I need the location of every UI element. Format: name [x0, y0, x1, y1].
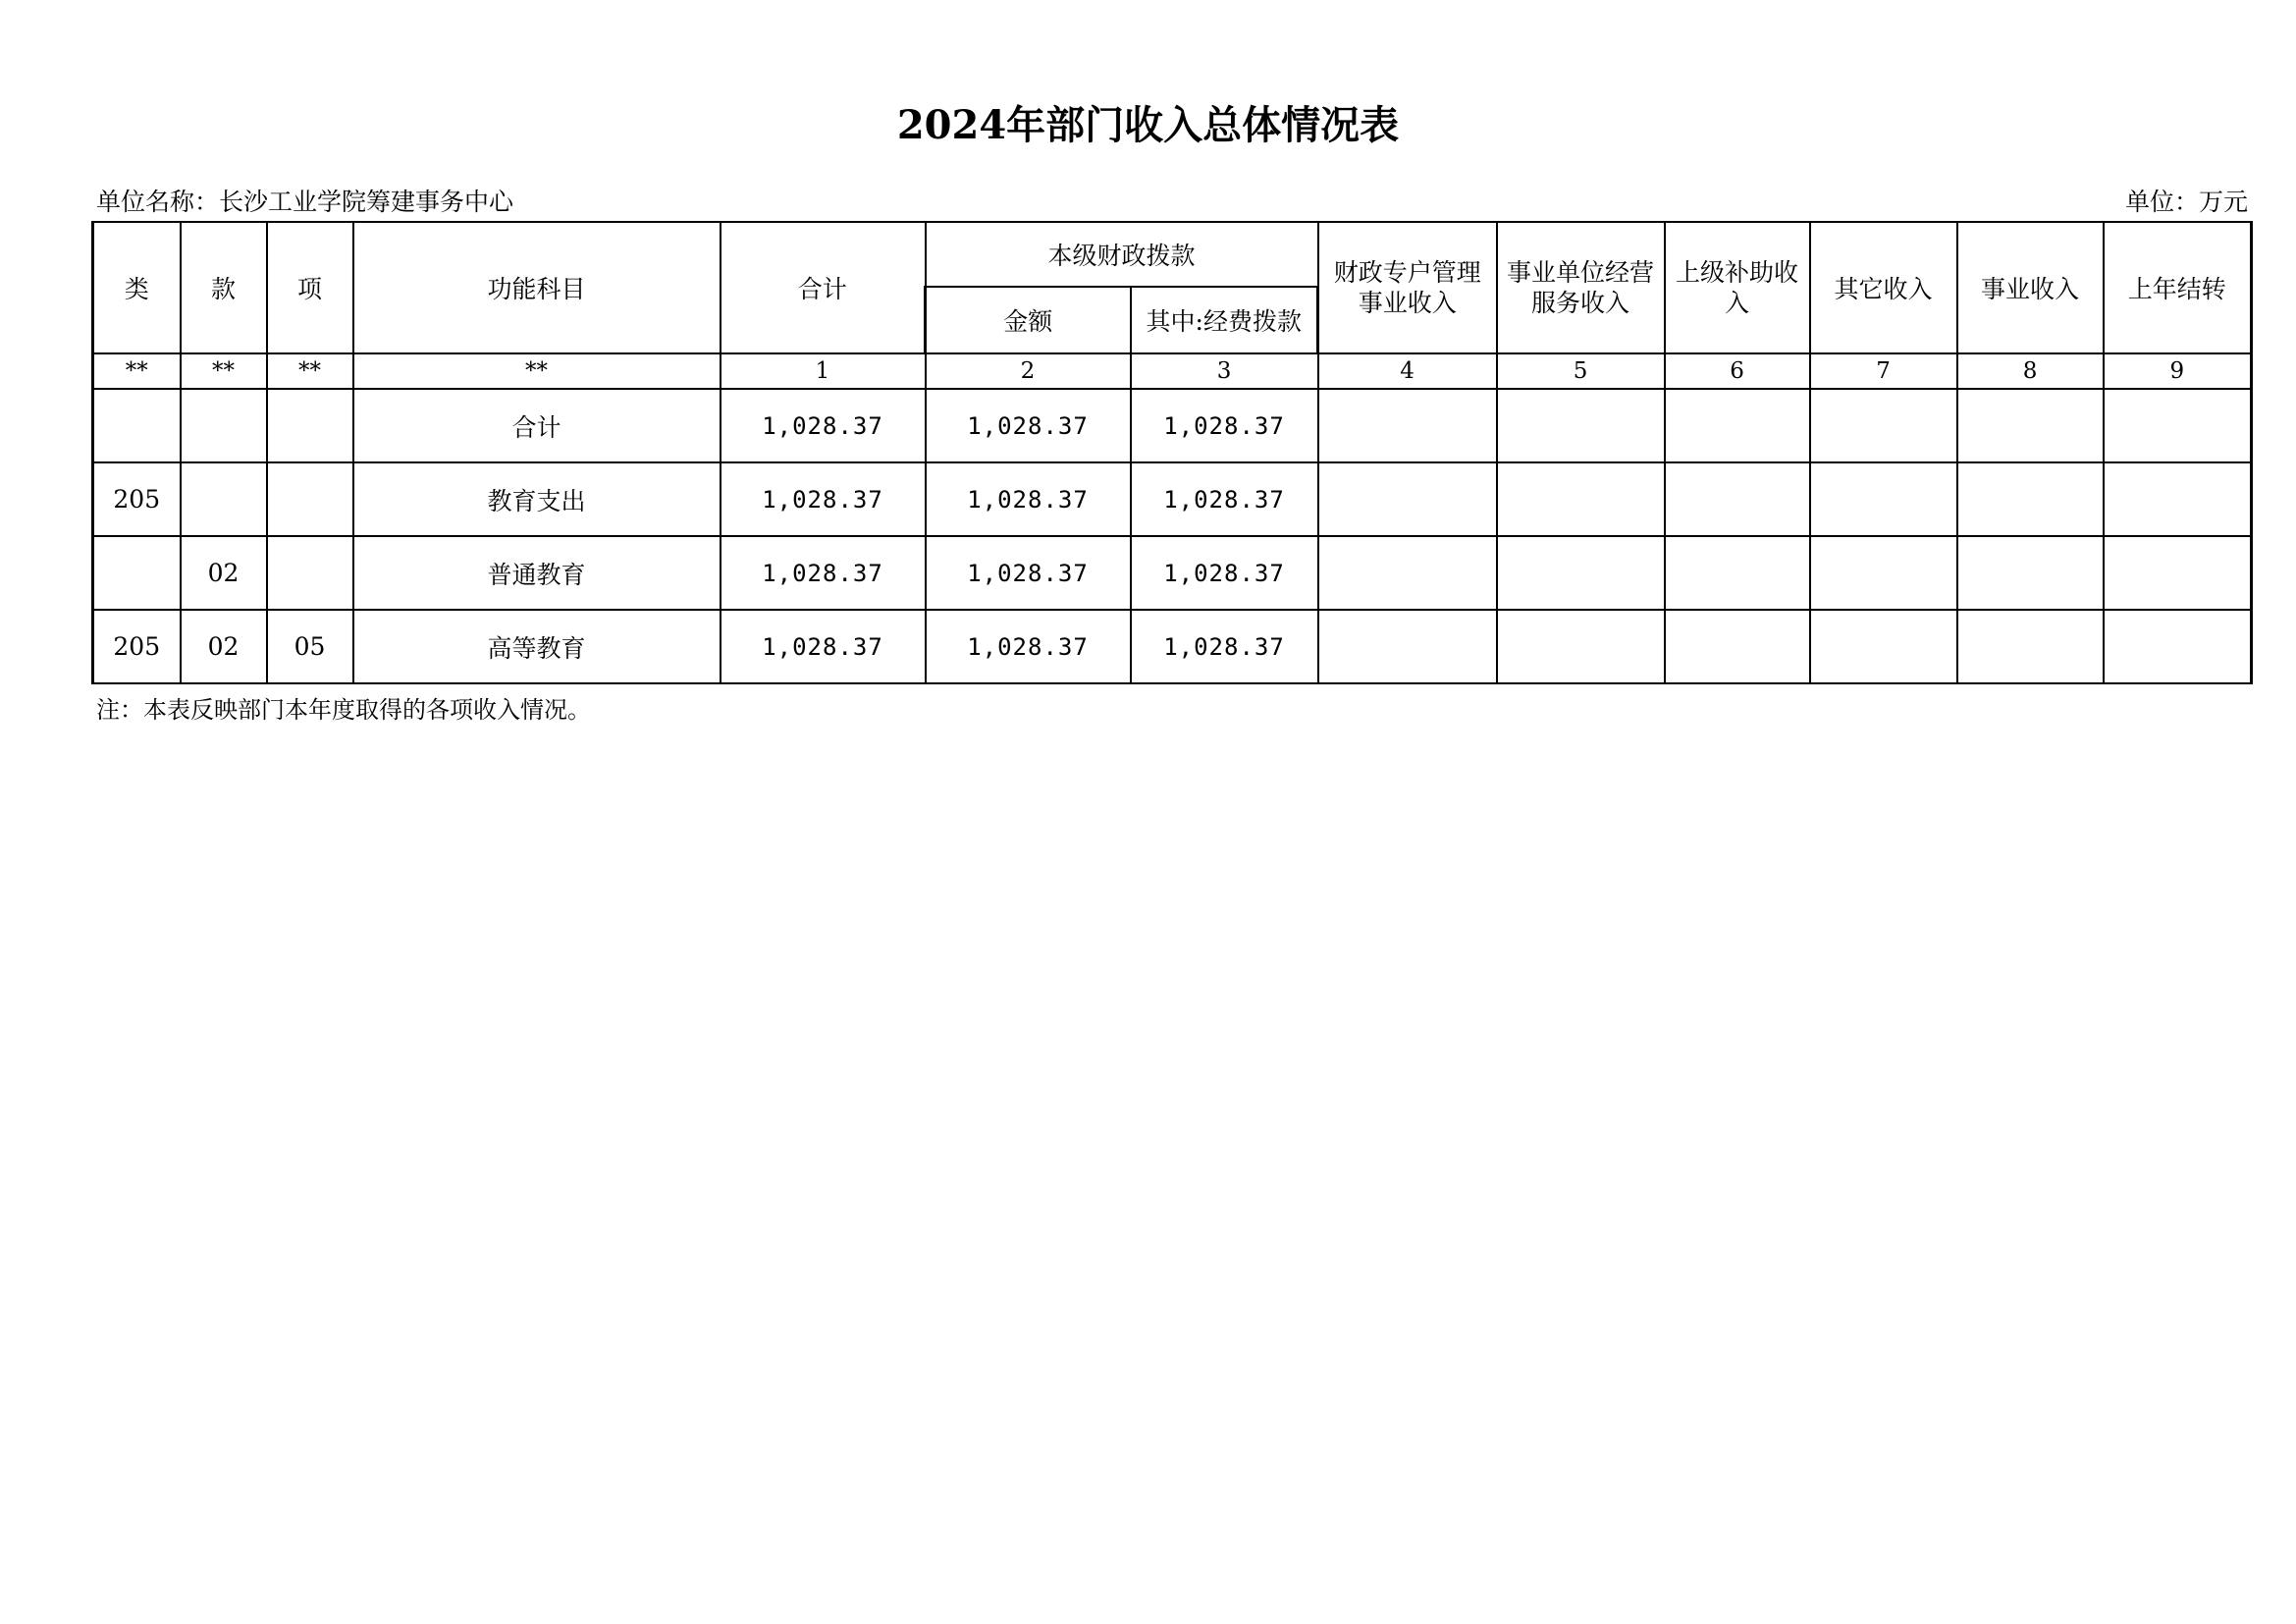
cell-of-which: 1,028.37: [1131, 462, 1318, 536]
cell-total: 1,028.37: [721, 610, 926, 683]
cell-business: [1957, 610, 2104, 683]
cell-lei: 205: [93, 462, 181, 536]
table-note: 注：本表反映部门本年度取得的各项收入情况。: [96, 696, 591, 724]
cell-total: 1,028.37: [721, 389, 926, 462]
cell-other: [1810, 389, 1957, 462]
unit-info-row: [96, 187, 2248, 218]
index-cell: 1: [721, 353, 926, 389]
cell-carryover: [2104, 536, 2252, 610]
cell-xiang: [267, 536, 353, 610]
cell-operating: [1497, 610, 1665, 683]
cell-other: [1810, 536, 1957, 610]
index-cell: 4: [1318, 353, 1497, 389]
header-kuan: 款: [181, 222, 267, 353]
cell-special: [1318, 610, 1497, 683]
header-xiang: 项: [267, 222, 353, 353]
cell-xiang: 05: [267, 610, 353, 683]
index-cell: **: [181, 353, 267, 389]
header-carryover: 上年结转: [2104, 222, 2252, 353]
cell-subject: 合计: [353, 389, 721, 462]
cell-subsidy: [1665, 462, 1810, 536]
cell-of-which: 1,028.37: [1131, 610, 1318, 683]
unit-label: 单位：万元: [2124, 188, 2248, 216]
cell-kuan: [181, 389, 267, 462]
header-subsidy: [1665, 222, 1810, 353]
header-other: 其它收入: [1810, 222, 1957, 353]
cell-subject: 普通教育: [353, 536, 721, 610]
header-total: 合计: [721, 222, 926, 353]
cell-special: [1318, 389, 1497, 462]
cell-kuan: 02: [181, 536, 267, 610]
cell-of-which: 1,028.37: [1131, 389, 1318, 462]
cell-lei: 205: [93, 610, 181, 683]
header-fiscal-group: 本级财政拨款: [926, 222, 1318, 287]
cell-xiang: [267, 389, 353, 462]
header-subsidy-text: 上级补助收入: [1676, 258, 1799, 317]
index-cell: 3: [1131, 353, 1318, 389]
header-of-which: 其中:经费拨款: [1131, 287, 1318, 353]
index-cell: **: [93, 353, 181, 389]
header-business: 事业收入: [1957, 222, 2104, 353]
header-amount: 金额: [926, 287, 1131, 353]
cell-amount: 1,028.37: [926, 389, 1131, 462]
cell-amount: 1,028.37: [926, 610, 1131, 683]
cell-amount: 1,028.37: [926, 536, 1131, 610]
cell-other: [1810, 462, 1957, 536]
page-title: 2024年部门收入总体情况表: [896, 102, 1400, 148]
header-special: [1318, 222, 1497, 353]
index-cell: 5: [1497, 353, 1665, 389]
header-special-text: 财政专户管理事业收入: [1333, 258, 1481, 317]
table-row: [93, 462, 2252, 536]
index-cell: 9: [2104, 353, 2252, 389]
cell-special: [1318, 536, 1497, 610]
cell-operating: [1497, 536, 1665, 610]
cell-kuan: [181, 462, 267, 536]
cell-business: [1957, 536, 2104, 610]
cell-kuan: 02: [181, 610, 267, 683]
cell-amount: 1,028.37: [926, 462, 1131, 536]
cell-subsidy: [1665, 536, 1810, 610]
cell-xiang: [267, 462, 353, 536]
cell-subject: 高等教育: [353, 610, 721, 683]
cell-of-which: 1,028.37: [1131, 536, 1318, 610]
index-cell: 6: [1665, 353, 1810, 389]
cell-carryover: [2104, 389, 2252, 462]
table-row: [93, 610, 2252, 683]
cell-carryover: [2104, 610, 2252, 683]
cell-total: 1,028.37: [721, 462, 926, 536]
index-cell: **: [353, 353, 721, 389]
index-cell: 7: [1810, 353, 1957, 389]
cell-subject: 教育支出: [353, 462, 721, 536]
cell-operating: [1497, 462, 1665, 536]
cell-special: [1318, 462, 1497, 536]
index-cell: **: [267, 353, 353, 389]
table-row: [93, 536, 2252, 610]
cell-lei: [93, 389, 181, 462]
cell-carryover: [2104, 462, 2252, 536]
header-subject: 功能科目: [353, 222, 721, 353]
cell-operating: [1497, 389, 1665, 462]
org-name: 单位名称：长沙工业学院筹建事务中心: [96, 188, 514, 216]
cell-subsidy: [1665, 389, 1810, 462]
cell-other: [1810, 610, 1957, 683]
cell-business: [1957, 462, 2104, 536]
table-row-total: [93, 389, 2252, 462]
header-lei: 类: [93, 222, 181, 353]
income-table: [91, 221, 2253, 684]
index-cell: 8: [1957, 353, 2104, 389]
index-cell: 2: [926, 353, 1131, 389]
cell-subsidy: [1665, 610, 1810, 683]
header-operating: [1497, 222, 1665, 353]
cell-total: 1,028.37: [721, 536, 926, 610]
index-row: [93, 353, 2252, 389]
cell-lei: [93, 536, 181, 610]
cell-business: [1957, 389, 2104, 462]
header-operating-text: 事业单位经营服务收入: [1507, 258, 1655, 317]
